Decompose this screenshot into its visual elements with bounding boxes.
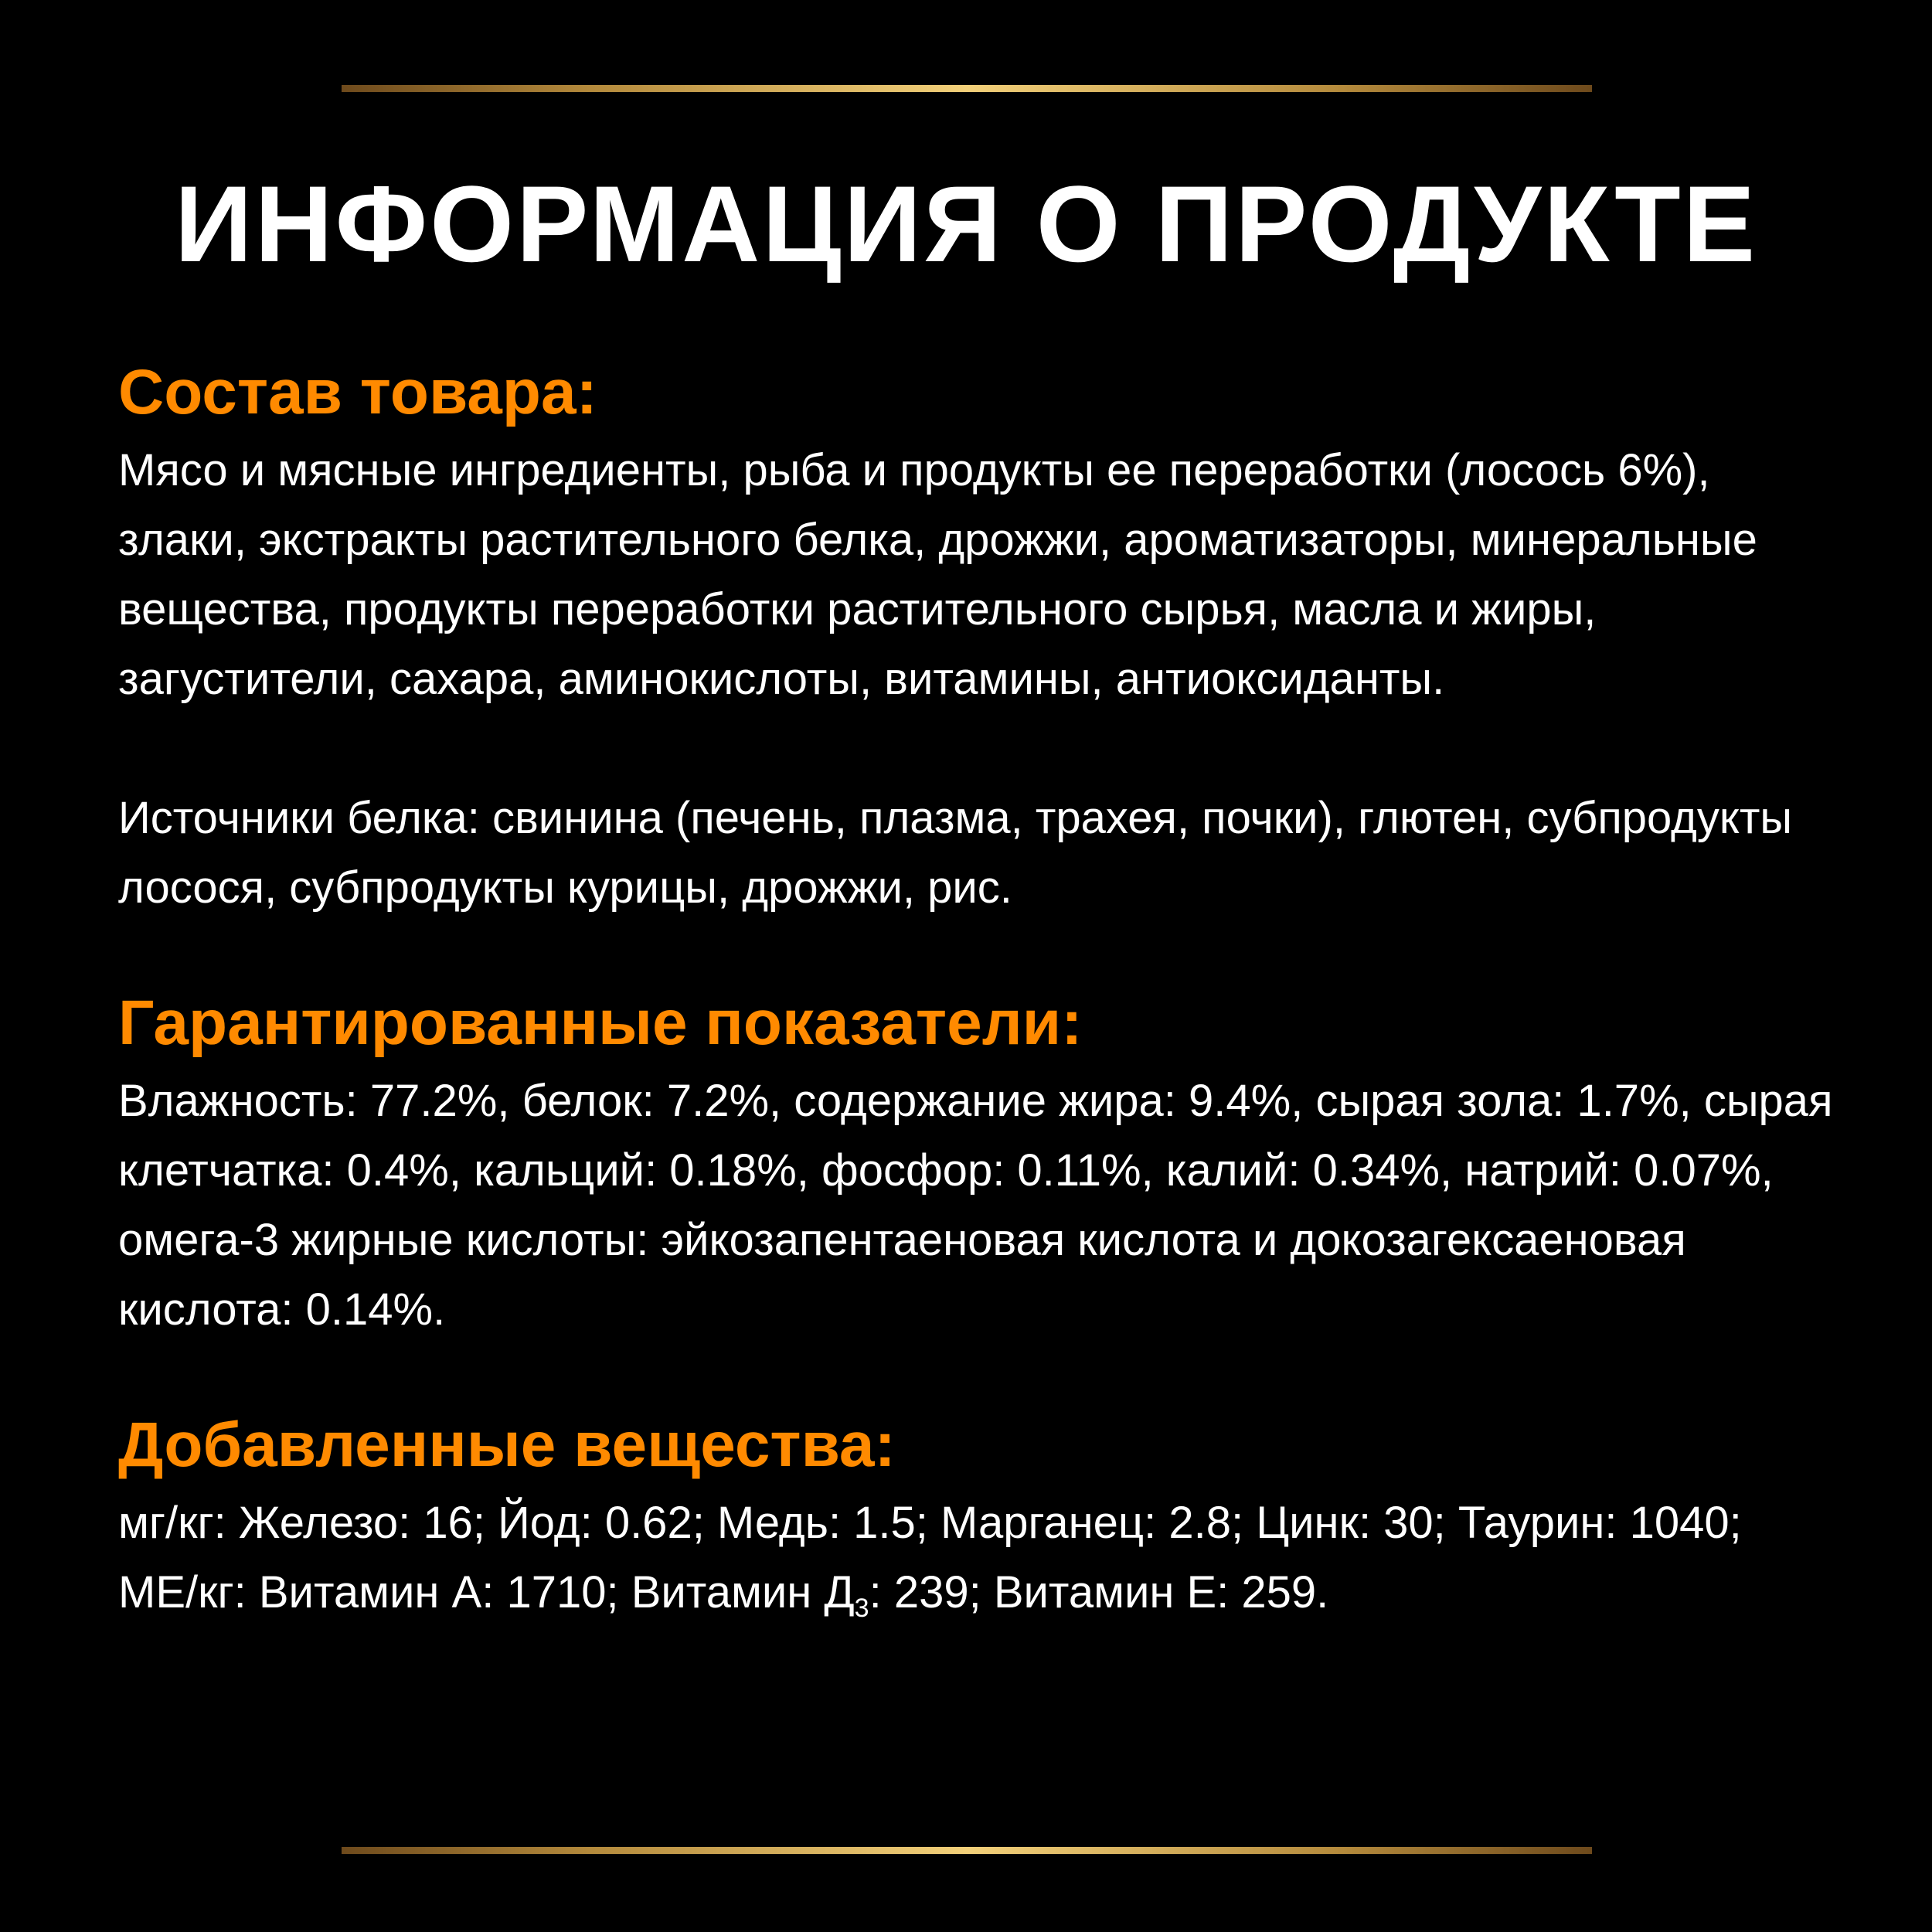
bottom-gold-divider bbox=[342, 1847, 1592, 1854]
guaranteed-text: Влажность: 77.2%, белок: 7.2%, содержание жира: 9.4%, сырая зола: 1.7%, сырая клетчатка: 0.4%, кальций: 0.18%, фосфор: 0.11%, калий: 0.34%, натрий: 0.07%, омега-3 жирные кислоты: эйкозапентаеновая кислота и докозагексаеновая кислота: 0.14%. bbox=[118, 1076, 1833, 1335]
additives-heading: Добавленные вещества: bbox=[118, 1410, 896, 1480]
additives-iu-line bbox=[118, 1558, 1842, 1643]
additives-mg-line: мг/кг: Железо: 16; Йод: 0.62; Медь: 1.5; Марганец: 2.8; Цинк: 30; Таурин: 1040; bbox=[118, 1498, 1742, 1548]
composition-heading: Состав товара: bbox=[118, 357, 597, 427]
vitamin-d-subscript: 3 bbox=[854, 1594, 869, 1623]
top-gold-divider bbox=[342, 85, 1592, 92]
guaranteed-heading: Гарантированные показатели: bbox=[118, 988, 1083, 1058]
protein-sources-text: Источники белка: свинина (печень, плазма, трахея, почки), глютен, субпродукты лосося, субпродукты курицы, дрожжи, рис. bbox=[118, 793, 1793, 913]
additives-iu-suffix: : 239; Витамин Е: 259. bbox=[869, 1567, 1329, 1617]
content-block bbox=[118, 349, 1842, 1643]
additives-iu-prefix: МЕ/кг: Витамин А: 1710; Витамин Д bbox=[118, 1567, 855, 1617]
page-title: ИНФОРМАЦИЯ О ПРОДУКТЕ bbox=[174, 163, 1758, 284]
composition-text: Мясо и мясные ингредиенты, рыба и продукты ее переработки (лосось 6%), злаки, экстракты растительного белка, дрожжи, ароматизаторы, минеральные вещества, продукты переработки растительного сырья, масла и жиры, загустители, сахара, аминокислоты, витамины, антиоксиданты. bbox=[118, 445, 1757, 704]
